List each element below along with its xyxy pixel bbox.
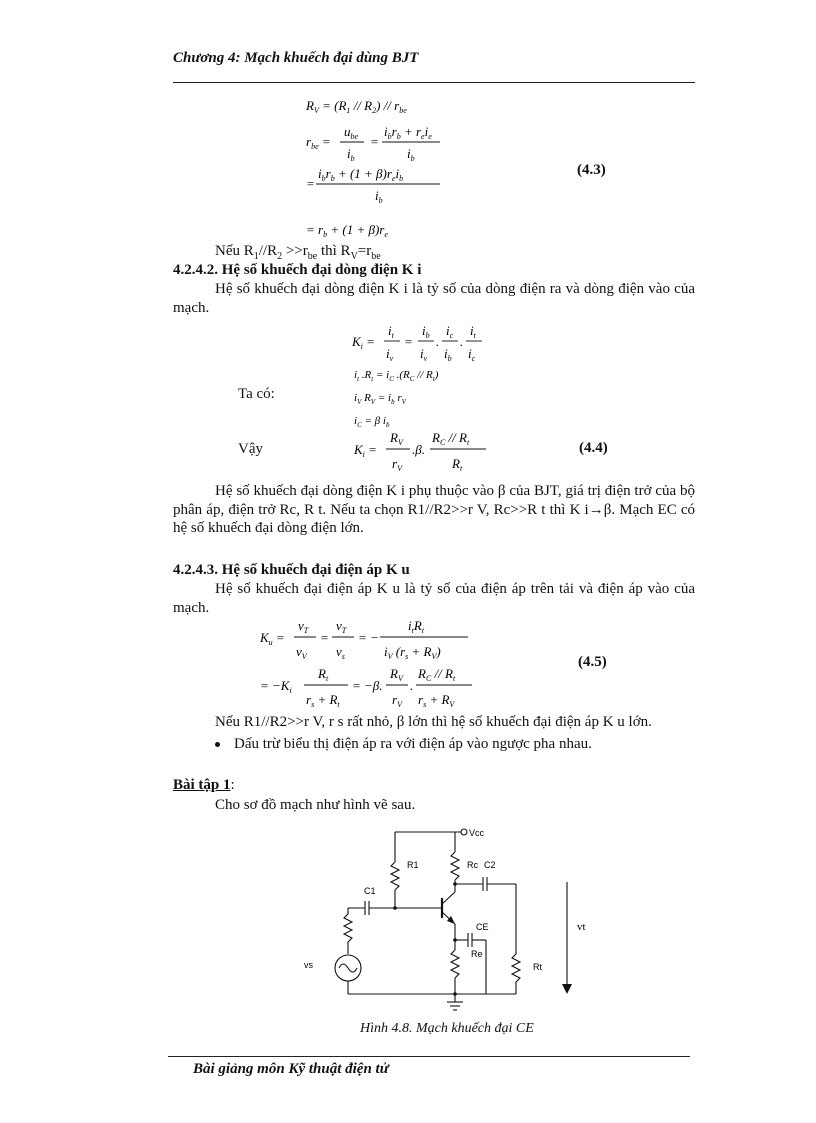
svg-text:= −: = − [358,630,379,645]
svg-text:iV RV = ib rV: $i_V$ $R_V = i_b$ $r_V$ [354,392,406,406]
svg-text:ibrb + (1 + β)reib: $i_br_b + (1 + \beta)r_ei_b$ [318,166,404,183]
resistor-rs [344,914,352,942]
section-heading-ki: 4.2.4.2. Hệ số khuếch đại dòng điện K i [173,262,422,278]
arrow-down-icon [562,984,572,994]
svg-text:vT: $v_T$ [298,618,309,635]
svg-text:ib: $i_b$ [422,323,430,340]
page-header: Chương 4: Mạch khuếch đại dùng BJT [173,50,419,66]
page-footer: Bài giảng môn Kỹ thuật điện tử [193,1061,389,1077]
svg-text:rs + RV: $r_s + R_V$ [418,692,455,708]
svg-text:Ki =: $K_i$ = [354,442,377,459]
paragraph-ki-dependence: Hệ số khuếch đại dòng điện K i phụ thuộc vào β của BJT, giá trị điện trở của bộ phân áp, điện trở Rc, R t. Nếu ta chọn R1//R2>>r V, Rc>>R t thì K i→β. Mạch EC có hệ số khuếch đại dòng điện lớn. [173,483,695,536]
equation-ki-ratio [350,318,500,366]
svg-text:rs + Rt: $r_s + R_t$ [306,692,340,708]
svg-text:=: = [370,134,379,149]
svg-text:iv: $i_v$ [386,346,394,363]
svg-text:itRt: $i_tR_t$ [408,618,425,635]
paragraph-ki-intro: Hệ số khuếch đại dòng điện K i là tỷ số của dòng điện ra và dòng điện vào của mạch. [173,281,695,316]
exercise-title [173,776,235,794]
exercise-title-colon: : [230,777,235,793]
resistor-r1 [391,862,399,890]
svg-text:iV (rs + RV): $i_V$ $(r_s + R_V)$ [384,644,441,661]
svg-text:=: = [306,176,315,191]
svg-text:it: $i_t$ [470,323,476,340]
svg-text:.: . [460,334,464,349]
svg-text:ube: $u_{be}$ [344,124,359,141]
svg-text:iv: $i_v$ [420,346,428,363]
equation-number-4-3: (4.3) [577,162,606,178]
svg-text:=: = [320,630,329,645]
bullet-item [215,735,592,753]
equation-number-4-5: (4.5) [578,654,607,670]
label-r1: R1 [407,860,419,870]
equation-4-5 [258,616,478,708]
svg-text:.β.: .β. [412,442,425,457]
equation-number-4-4: (4.4) [579,440,608,456]
svg-text:= −Ki: = $-K_i$ [260,678,292,695]
svg-text:rV: $r_V$ [392,456,402,473]
svg-text:Rt: $R_t$ [452,456,463,473]
svg-text:ib: $i_b$ [407,146,415,163]
svg-text:Rt: $R_t$ [318,666,329,683]
label-c1: C1 [364,886,376,896]
svg-text:RV: $R_V$ [390,430,403,447]
svg-text:= −β.: = −β. [352,678,383,693]
svg-text:=: = [404,334,413,349]
svg-text:iC = β ib: $i_C = \beta$ $i_b$ [354,415,390,429]
svg-text:ic: $i_c$ [446,323,454,340]
svg-text:vs: $v_s$ [336,644,345,661]
figure-caption: Hình 4.8. Mạch khuếch đại CE [360,1021,534,1036]
note-rv-condition: Nếu $R_1//R_2 >>r_{be}$ thì $R_V=r_{be}$ [215,243,381,262]
svg-text:= rb + (1 + β)re: = $r_b + (1 + \beta)r_e$ [306,222,388,239]
bullet-icon [215,742,220,747]
label-ta-co: Ta có: [238,386,275,402]
resistor-rc [451,852,459,880]
ce-amplifier-circuit [290,822,590,1024]
footer-rule [168,1056,690,1057]
label-vs: vs [304,960,313,970]
label-rc: Rc [467,860,478,870]
equation-block-4-3 [300,96,560,246]
svg-text:ib: $i_b$ [375,188,383,205]
svg-text:rbe =: $r_{be}$ = [306,134,331,151]
svg-text:RC // Rt: $R_C // R_t$ [418,666,456,683]
label-vt: vt [577,921,586,933]
svg-text:RV: $R_V$ [390,666,403,683]
svg-text:.: . [436,334,440,349]
paragraph-ku-intro: Hệ số khuếch đại điện áp K u là tỷ số của điện áp trên tải và điện áp vào của mạch. [173,581,695,616]
header-rule [173,82,695,83]
svg-text:ib: $i_b$ [444,346,452,363]
svg-text:RC // Rt: $R_C // R_t$ [432,430,470,447]
label-rt: Rt [533,962,542,972]
label-re: Re [471,949,483,959]
eq43-line1: $R_V = (R_1 // R_2) // r_{be}$ [306,98,407,115]
resistor-re [451,950,459,978]
label-vcc: Vcc [469,828,485,838]
svg-text:ibrb + reie: $i_br_b + r_ei_e$ [384,124,432,141]
svg-text:ic: $i_c$ [468,346,476,363]
label-c2: C2 [484,860,496,870]
section-heading-ku: 4.2.4.3. Hệ số khuếch đại điện áp K u [173,562,410,578]
svg-text:Ki =: $K_i$ = [352,334,375,351]
equation-4-3-graphic [300,96,560,246]
svg-text:ib: $i_b$ [347,146,355,163]
resistor-rt [512,954,520,982]
label-vay: Vậy [238,441,263,457]
equation-4-4 [352,428,502,476]
note-ku-condition: Nếu R1//R2>>r V, r s rất nhỏ, β lớn thì hệ số khuếch đại điện áp K u lớn. [215,714,652,730]
svg-text:vV: $v_V$ [296,644,307,661]
svg-text:it .Rt = iC .(RC // Rt): $i_t$ $.R_t = i_C$ $.(R_C // R_t)$ [354,369,439,383]
bullet-text: Dấu trừ biểu thị điện áp ra với điện áp vào ngược pha nhau. [234,736,592,752]
svg-text:Ku =: $K_u$ = [260,630,285,647]
exercise-title-text: Bài tập 1 [173,777,231,793]
label-ce: CE [476,922,489,932]
exercise-text: Cho sơ đồ mạch như hình vẽ sau. [215,797,416,813]
svg-text:.: . [410,678,414,693]
svg-text:it: $i_t$ [388,323,394,340]
svg-text:vT: $v_T$ [336,618,347,635]
svg-text:rV: $r_V$ [392,692,402,708]
